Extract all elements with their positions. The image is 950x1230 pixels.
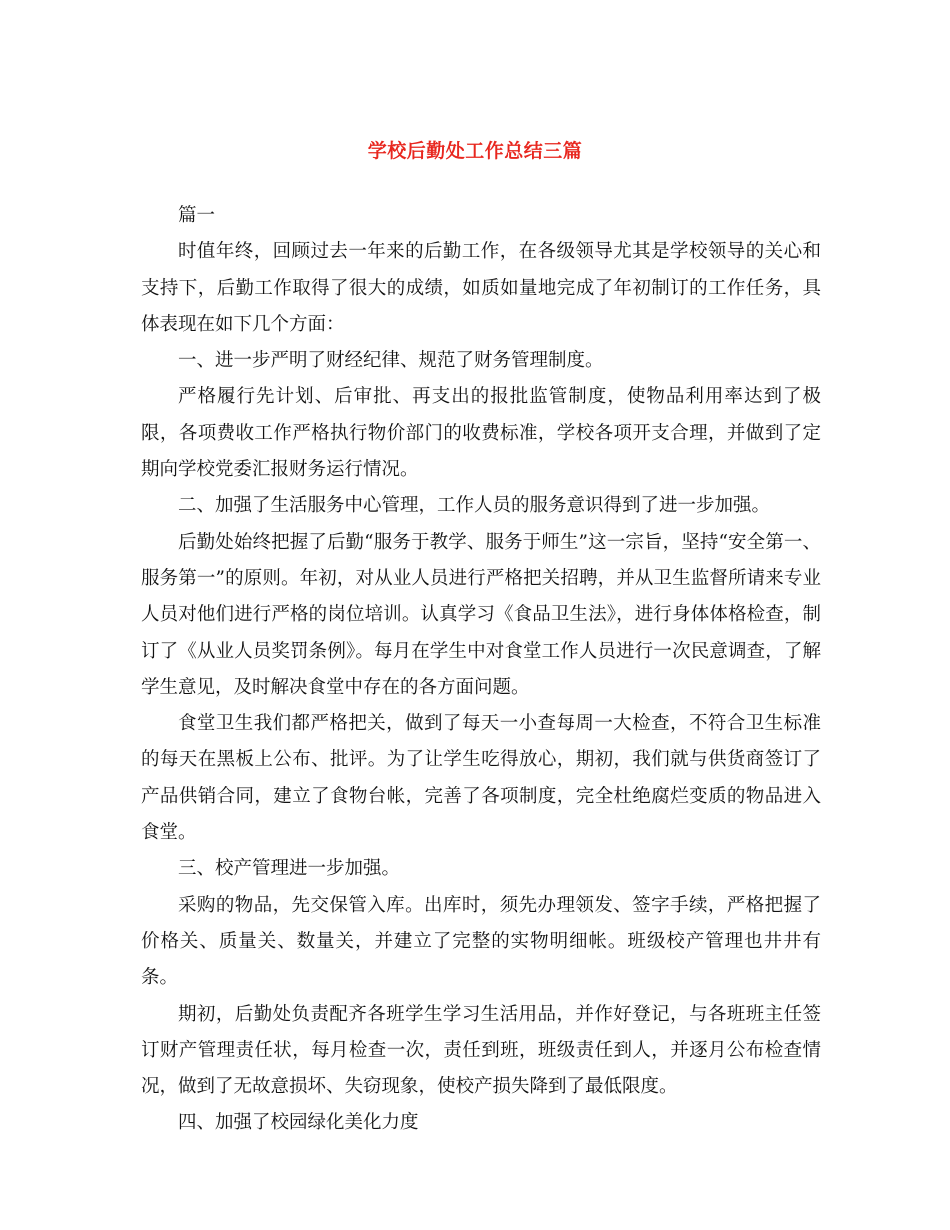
paragraph-service-center: 后勤处始终把握了后勤“服务于教学、服务于师生”这一宗旨，坚持“安全第一、服务第一”的原则。年初，对从业人员进行严格把关招聘，并从卫生监督所请来专业人员对他们进行严格的岗位培训。认真学习《食品卫生法》，进行身体体格检查，制订了《从业人员奖罚条例》。每月在学生中对食堂工作人员进行一次民意调查，了解学生意见，及时解决食堂中存在的各方面问题。 bbox=[141, 531, 821, 698]
heading-greening: 四、加强了校园绿化美化力度 bbox=[178, 1112, 419, 1134]
paragraph-class-property: 期初，后勤处负责配齐各班学生学习生活用品，并作好登记，与各班班主任签订财产管理责任状，每月检查一次，责任到班，班级责任到人，并逐月公布检查情况，做到了无故意损坏、失窃现象，使校产损失降到了最低限度。 bbox=[141, 1003, 821, 1098]
heading-school-property: 三、校产管理进一步加强。 bbox=[178, 858, 401, 880]
paragraph-intro: 时值年终，回顾过去一年来的后勤工作，在各级领导尤其是学校领导的关心和支持下，后勤工作取得了很大的成绩，如质如量地完成了年初制订的工作任务，具体表现在如下几个方面： bbox=[141, 241, 821, 335]
paragraph-procurement: 采购的物品，先交保管入库。出库时，须先办理领发、签字手续，严格把握了价格关、质量关、数量关，并建立了完整的实物明细帐。班级校产管理也井井有条。 bbox=[141, 894, 821, 989]
heading-finance: 一、进一步严明了财经纪律、规范了财务管理制度。 bbox=[178, 350, 604, 372]
paragraph-finance: 严格履行先计划、后审批、再支出的报批监管制度，使物品利用率达到了极限，各项费收工作严格执行物价部门的收费标准，学校各项开支合理，并做到了定期向学校党委汇报财务运行情况。 bbox=[141, 386, 821, 481]
paragraph-section-label: 篇一 bbox=[178, 205, 216, 226]
document-title: 学校后勤处工作总结三篇 bbox=[367, 140, 583, 162]
paragraph-canteen-hygiene: 食堂卫生我们都严格把关，做到了每天一小查每周一大检查，不符合卫生标准的每天在黑板上公布、批评。为了让学生吃得放心，期初，我们就与供货商签订了产品供销合同，建立了食物台帐，完善了各项制度，完全杜绝腐烂变质的物品进入食堂。 bbox=[141, 713, 821, 844]
heading-service-center: 二、加强了生活服务中心管理，工作人员的服务意识得到了进一步加强。 bbox=[178, 495, 771, 517]
document-body bbox=[141, 198, 821, 1142]
